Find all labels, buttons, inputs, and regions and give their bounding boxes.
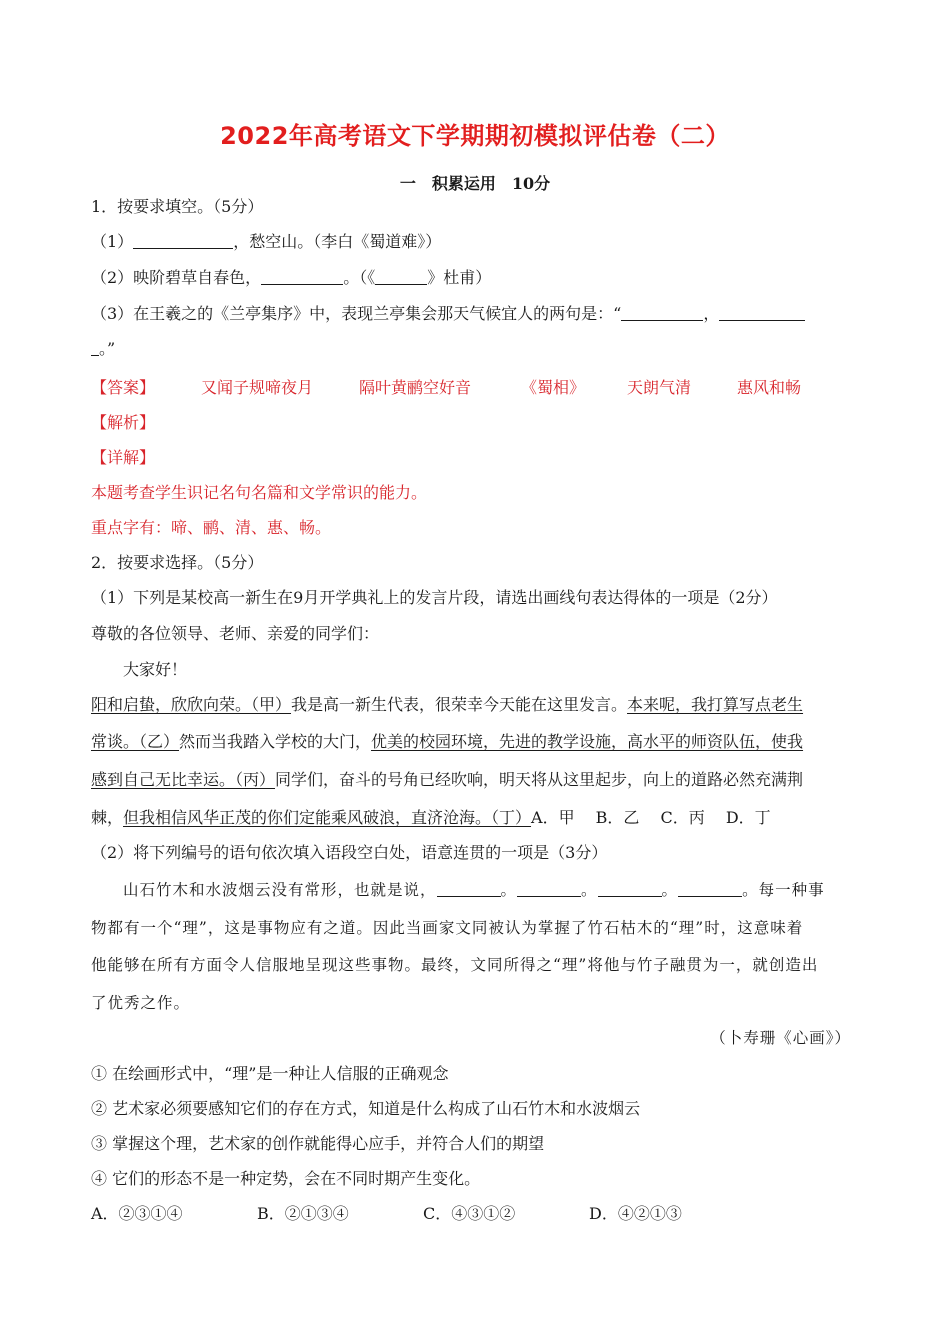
answer-item: 隔叶黄鹂空好音 (359, 378, 472, 397)
fill-blank[interactable] (91, 339, 99, 356)
passage-source: （卜寿珊《心画》） (710, 1029, 851, 1047)
q1-sub1 (91, 231, 851, 253)
sentence-item: ② 艺术家必须要感知它们的存在方式，知道是什么构成了山石竹木和水波烟云 (91, 1099, 641, 1118)
answer-label: 【答案】 (91, 378, 156, 397)
section-heading: 一 积累运用 10分 (399, 174, 551, 193)
passage-line: 物都有一个“理”，这是事物应有之道。因此当画家文同被认为掌握了竹石枯木的“理”时，这意味着 (91, 919, 804, 937)
speech-text: 棘， (91, 808, 124, 827)
q1-sub3 (91, 303, 851, 325)
choice-b[interactable]: B．②①③④ (257, 1204, 349, 1223)
speech-text: 同学们，奋斗的号角已经吹响，明天将从这里起步，向上的道路必然充满荆 (275, 770, 804, 789)
detail-keywords: 重点字有：啼、鹂、清、惠、畅。 (91, 518, 332, 537)
fill-blank[interactable] (133, 232, 233, 249)
choice-c[interactable]: C．④③①② (423, 1204, 516, 1223)
underlined-sentence-b: 本来呢，我打算写点老生 (627, 695, 804, 714)
fill-blank[interactable] (375, 268, 427, 285)
speech-greeting: 尊敬的各位领导、老师、亲爱的同学们： (91, 624, 380, 643)
q1-sub1-prefix: （1） (91, 232, 134, 251)
speech-line (91, 769, 851, 791)
passage-text: 每一种事 (758, 881, 825, 899)
fill-blank[interactable] (261, 268, 343, 285)
q1-sub3-end: 。” (99, 339, 116, 358)
underlined-sentence-c: 优美的校园环境，先进的教学设施，高水平的师资队伍，使我 (371, 732, 804, 751)
passage-text: 山石竹木和水波烟云没有常形，也就是说， (123, 881, 437, 899)
q1-sub2-suffix: 》杜甫） (427, 268, 492, 287)
answer-item: 《蜀相》 (521, 378, 586, 397)
underlined-sentence-c: 感到自己无比幸运。（丙） (91, 770, 276, 789)
answer-item: 天朗气清 (627, 378, 692, 397)
analysis-label: 【解析】 (91, 413, 156, 432)
speech-text: 然而当我踏入学校的大门， (179, 732, 372, 751)
q1-sub2-mid: 。（《 (343, 268, 376, 287)
answer-item: 惠风和畅 (737, 378, 802, 397)
q2-part2-prompt: （2）将下列编号的语句依次填入语段空白处，语意连贯的一项是（3分） (91, 843, 608, 862)
page-title: 2022年高考语文下学期期初模拟评估卷（二） (220, 122, 730, 150)
speech-line (91, 694, 851, 716)
q1-sub3-text: （3）在王羲之的《兰亭集序》中，表现兰亭集会那天气候宜人的两句是：“ (91, 304, 622, 323)
underlined-sentence-d: 但我相信风华正茂的你们定能乘风破浪，直济沧海。（丁） (123, 808, 532, 827)
underlined-sentence-b: 常谈。（乙） (91, 732, 180, 751)
q2-part1-prompt: （1）下列是某校高一新生在9月开学典礼上的发言片段，请选出画线句表达得体的一项是（2分） (91, 588, 778, 607)
speech-text: 我是高一新生代表，很荣幸今天能在这里发言。 (291, 695, 628, 714)
choice-d[interactable]: D．④②①③ (589, 1204, 682, 1223)
passage-line: 了优秀之作。 (91, 994, 191, 1012)
part1-options[interactable]: A．甲 B．乙 C．丙 D．丁 (531, 808, 771, 827)
speech-hello: 大家好！ (123, 660, 188, 679)
sentence-item: ① 在绘画形式中，“理”是一种让人信服的正确观念 (91, 1064, 449, 1083)
detail-text: 本题考查学生识记名句名篇和文学常识的能力。 (91, 483, 428, 502)
fill-blank[interactable] (437, 880, 501, 897)
sentence-item: ④ 它们的形态不是一种定势，会在不同时期产生变化。 (91, 1169, 481, 1188)
fill-blank[interactable] (517, 880, 581, 897)
underlined-sentence-a: 阳和启蛰，欣欣向荣。（甲） (91, 695, 292, 714)
answer-item: 又闻子规啼夜月 (201, 378, 314, 397)
q1-stem: 1．按要求填空。（5分） (91, 197, 264, 216)
q1-sub2-prefix: （2）映阶碧草自春色， (91, 268, 262, 287)
fill-blank[interactable] (719, 304, 805, 321)
q1-answer-row (91, 377, 851, 399)
fill-blank[interactable] (621, 304, 703, 321)
q1-sub3-cont (91, 338, 851, 360)
q1-sub3-comma: ， (703, 304, 720, 323)
speech-line (91, 731, 851, 753)
fill-blank[interactable] (598, 880, 662, 897)
passage-line: 他能够在所有方面令人信服地呈现这些事物。最终，文同所得之“理”将他与竹子融贯为一，就创造出 (91, 956, 819, 974)
q2-stem: 2．按要求选择。（5分） (91, 553, 264, 572)
detail-label: 【详解】 (91, 448, 156, 467)
q1-sub1-suffix: ，愁空山。（李白《蜀道难》） (233, 232, 442, 251)
sentence-item: ③ 掌握这个理，艺术家的创作就能得心应手，并符合人们的期望 (91, 1134, 545, 1153)
fill-blank[interactable] (678, 880, 742, 897)
speech-line (91, 807, 851, 829)
passage-line: 山石竹木和水波烟云没有常形，也就是说， 。 。 。 。每一种事 (123, 881, 825, 899)
choice-a[interactable]: A．②③①④ (91, 1204, 183, 1223)
q1-sub2 (91, 267, 851, 289)
